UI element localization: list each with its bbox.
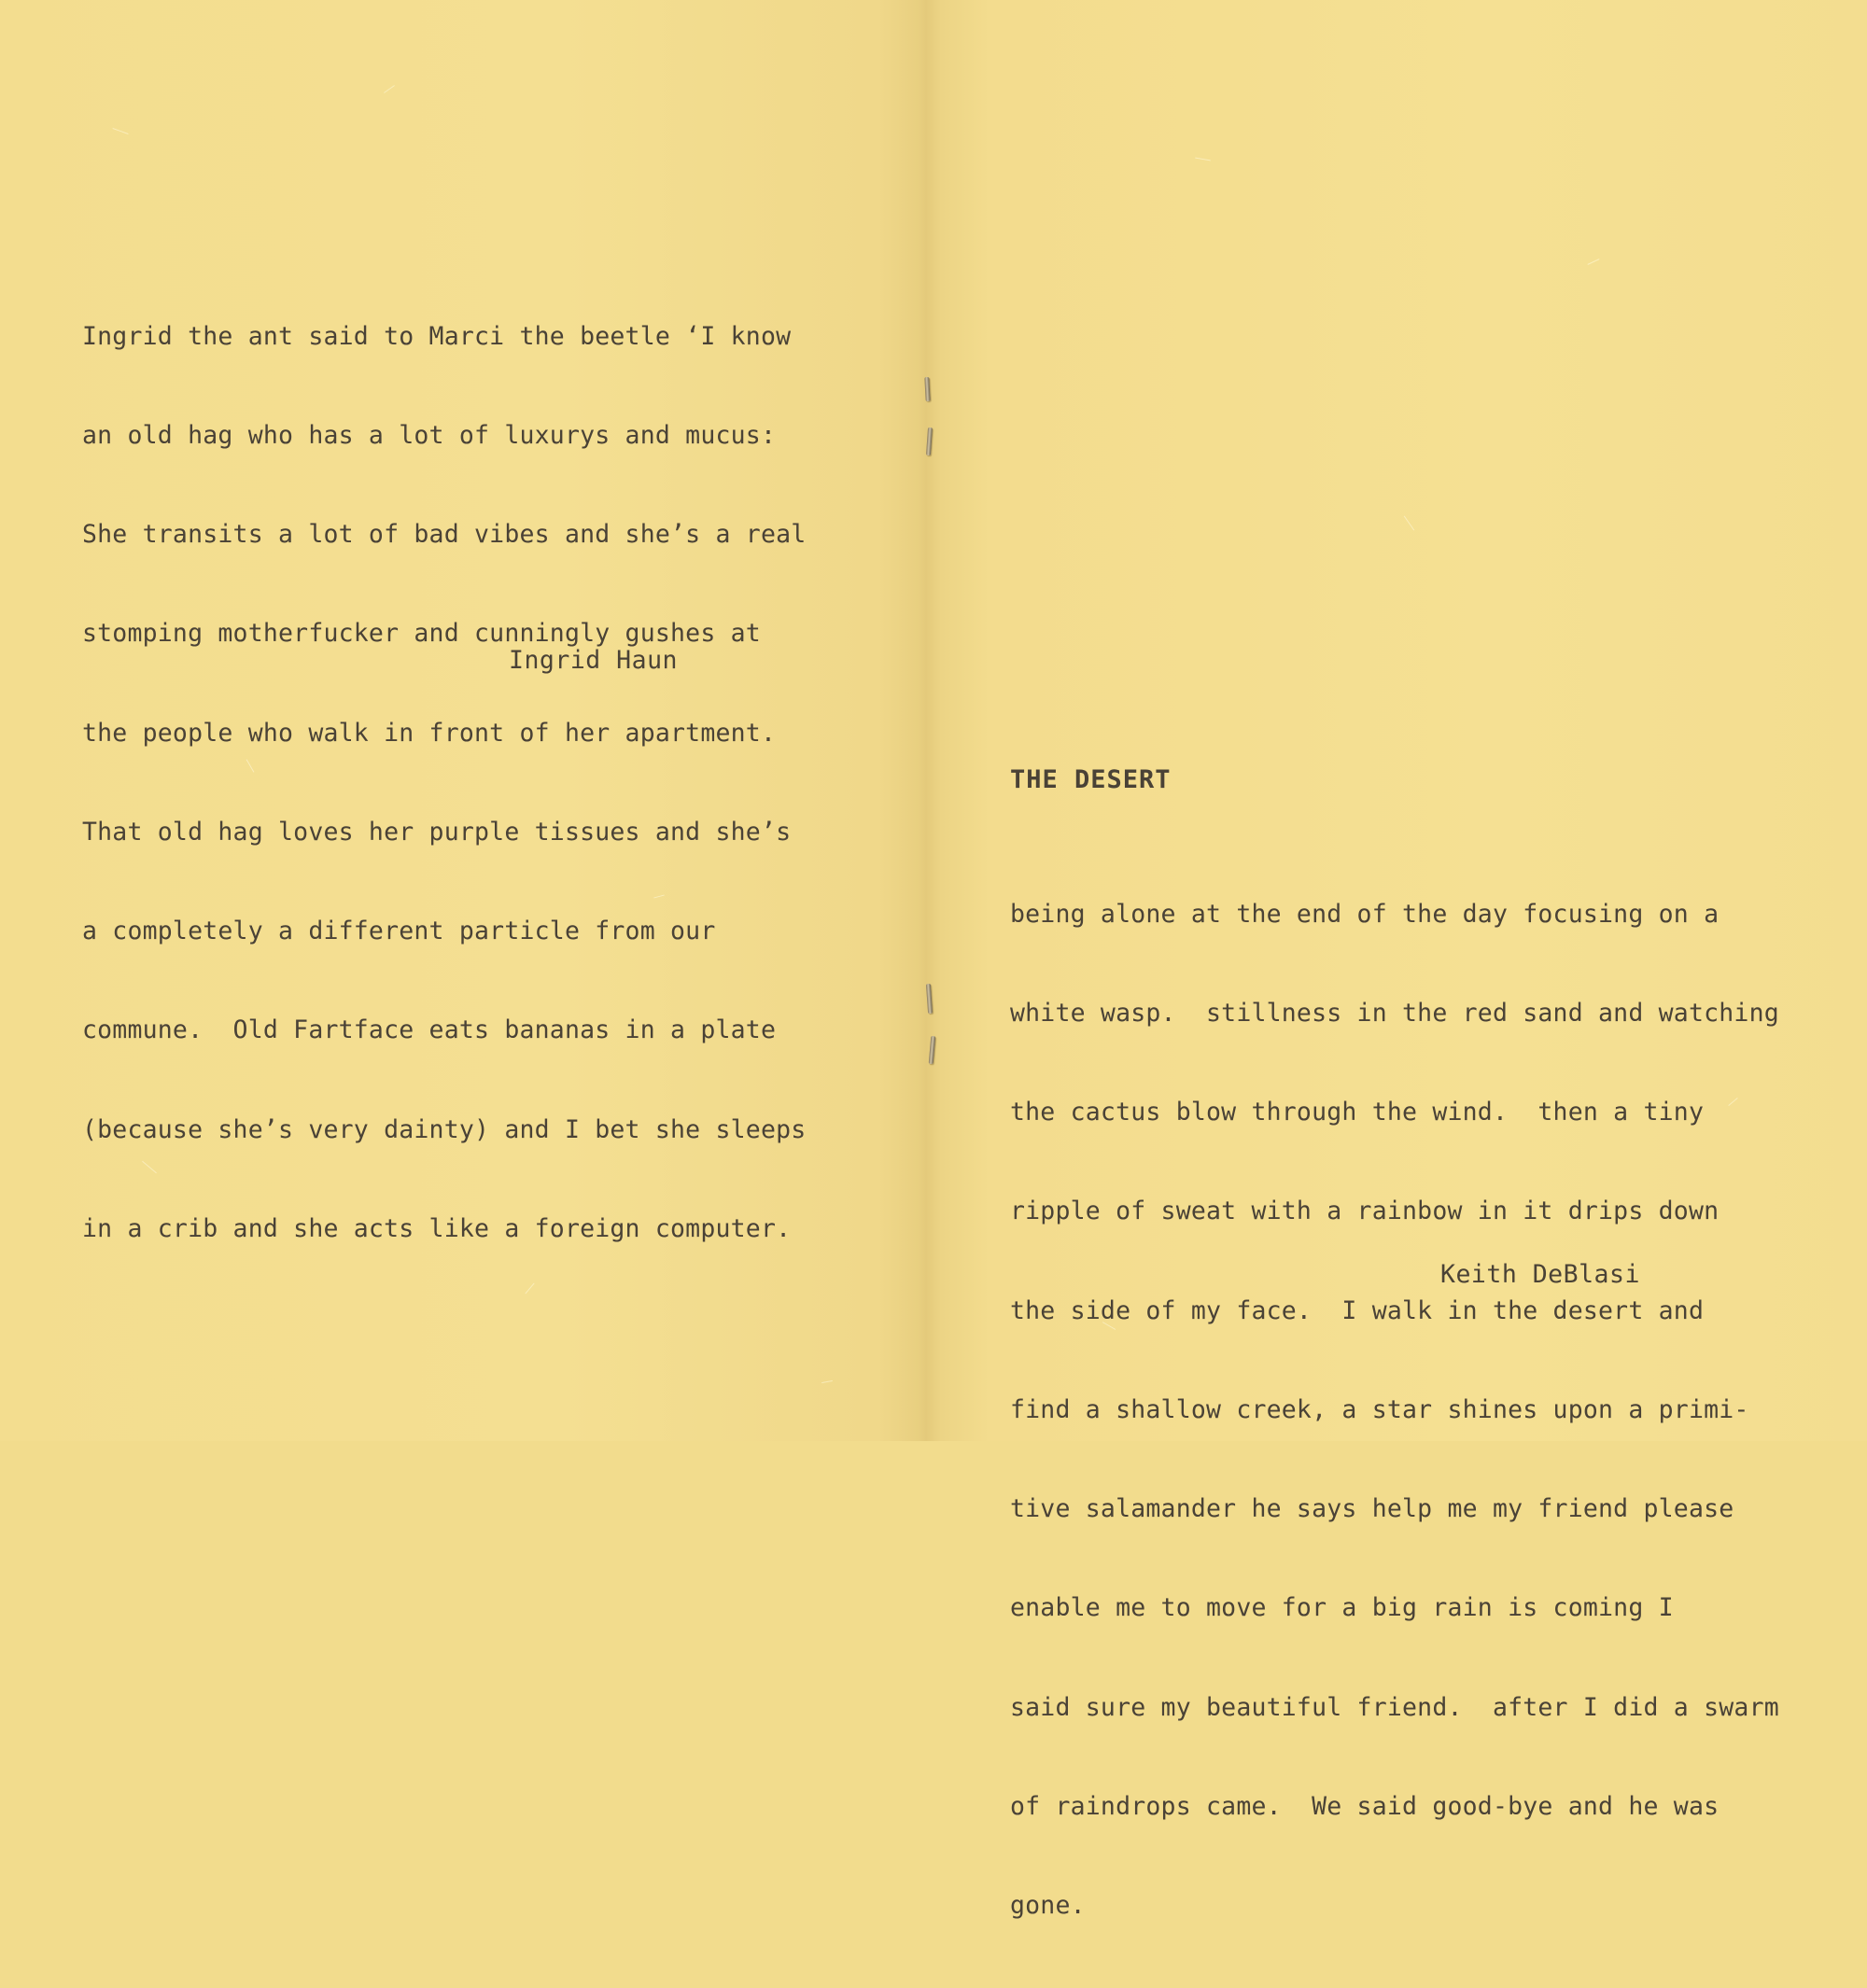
poem-line: a completely a different particle from our — [82, 917, 716, 946]
poem-line: find a shallow creek, a star shines upon a primi- — [1010, 1394, 1749, 1424]
poem-line: She transits a lot of bad vibes and she’s a real — [82, 520, 807, 550]
poem-line: an old hag who has a lot of luxurys and mucus: — [82, 421, 777, 451]
poem-line: enable me to move for a big rain is coming I — [1010, 1593, 1674, 1623]
poem-line: said sure my beautiful friend. after I did a swarm — [1010, 1692, 1779, 1722]
poem-line: That old hag loves her purple tissues and she’s — [82, 817, 792, 847]
poem-line: of raindrops came. We said good-bye and he was — [1010, 1791, 1720, 1821]
poem-line: gone. — [1010, 1891, 1086, 1920]
author-keith-deblasi: Keith DeBlasi — [1440, 1260, 1640, 1289]
poem-line: the cactus blow through the wind. then a tiny — [1010, 1098, 1705, 1127]
poem-line: white wasp. stillness in the red sand and watching — [1010, 999, 1779, 1029]
ant-poem — [82, 254, 806, 1311]
poem-line: in a crib and she acts like a foreign computer. — [82, 1213, 792, 1243]
poem-line: (because she’s very dainty) and I bet she sleeps — [82, 1114, 807, 1144]
poem-line: commune. Old Fartface eats bananas in a plate — [82, 1015, 777, 1045]
poem-title: THE DESERT — [1010, 765, 1172, 794]
author-ingrid-haun: Ingrid Haun — [509, 646, 678, 675]
right-page — [924, 0, 1867, 1920]
poem-line: being alone at the end of the day focusing on a — [1010, 899, 1720, 929]
poem-line: Ingrid the ant said to Marci the beetle ‘I know — [82, 321, 792, 351]
left-page — [0, 0, 924, 1441]
poem-line: the people who walk in front of her apartment. — [82, 718, 777, 748]
poem-line: tive salamander he says help me my friend please — [1010, 1494, 1734, 1524]
poem-line: the side of my face. I walk in the desert and — [1010, 1295, 1705, 1325]
poem-line: stomping motherfucker and cunningly gushes at — [82, 619, 761, 649]
desert-poem — [1010, 832, 1779, 1988]
poem-line: ripple of sweat with a rainbow in it drips down — [1010, 1197, 1720, 1226]
